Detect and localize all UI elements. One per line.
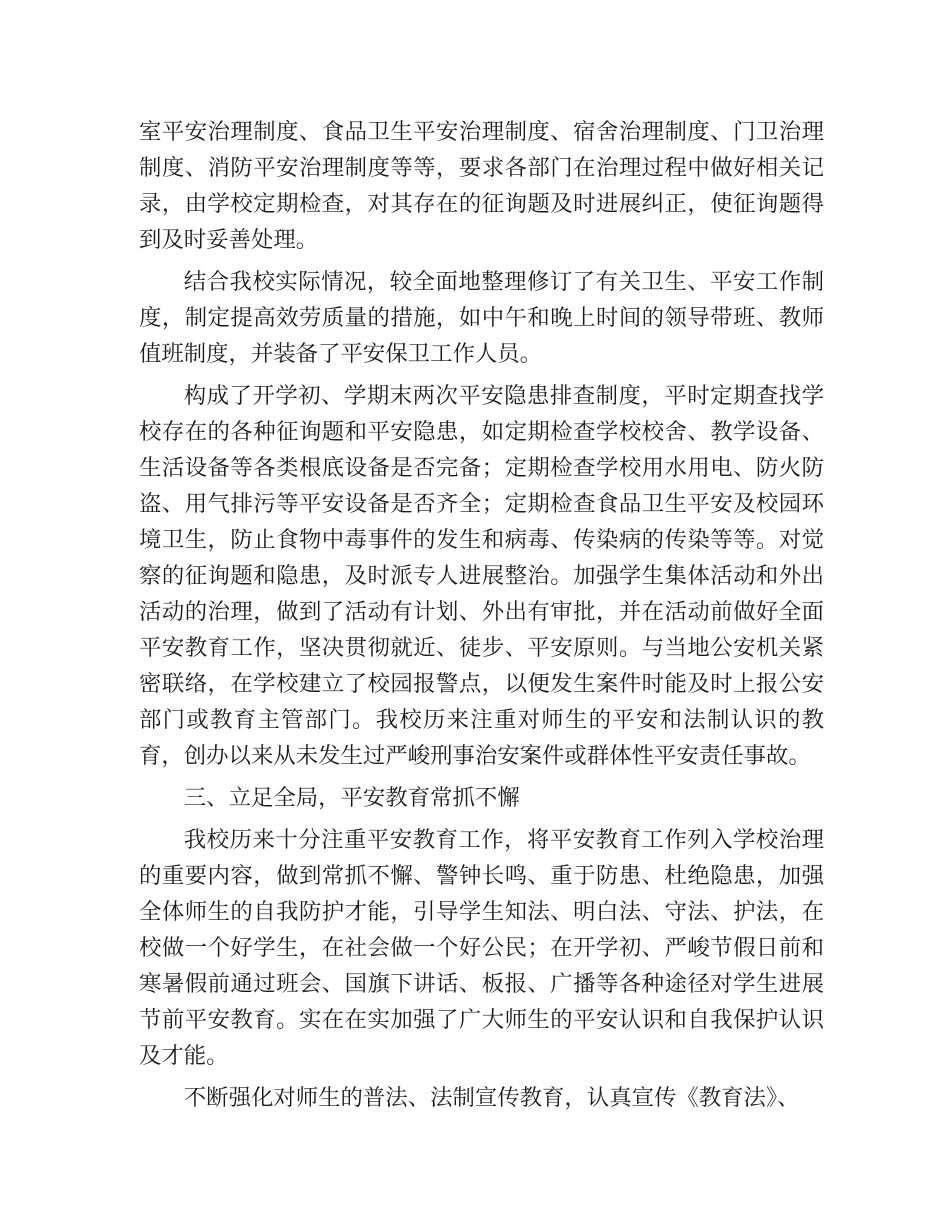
paragraph-1: 室平安治理制度、食品卫生平安治理制度、宿舍治理制度、门卫治理制度、消防平安治理制度等等，要求各部门在治理过程中做好相关记录，由学校定期检查，对其存在的征询题及时进展纠正，使征询题得到及时妥善处理。 (139, 119, 824, 253)
paragraph-4: 我校历来十分注重平安教育工作，将平安教育工作列入学校治理的重要内容，做到常抓不懈、警钟长鸣、重于防患、杜绝隐患，加强全体师生的自我防护才能，引导学生知法、明白法、守法、护法，在校做一个好学生，在社会做一个好公民；在开学初、严峻节假日前和寒暑假前通过班会、国旗下讲话、板报、广播等各种途径对学生进展节前平安教育。实在在实加强了广大师生的平安认识和自我保护认识及才能。 (139, 827, 824, 1069)
document-body (139, 114, 824, 1122)
paragraph-5: 不断强化对师生的普法、法制宣传教育，认真宣传《教育法》、 (183, 1085, 800, 1111)
section-heading: 三、立足全局，平安教育常抓不懈 (183, 785, 520, 811)
paragraph-3: 构成了开学初、学期末两次平安隐患排查制度，平时定期查找学校存在的各种征询题和平安隐患，如定期检查学校校舍、教学设备、生活设备等各类根底设备是否完备；定期检查学校用水用电、防火防盗、用气排污等平安设备是否齐全；定期检查食品卫生平安及校园环境卫生，防止食物中毒事件的发生和病毒、传染病的传染等等。对觉察的征询题和隐患，及时派专人进展整治。加强学生集体活动和外出活动的治理，做到了活动有计划、外出有审批，并在活动前做好全面平安教育工作，坚决贯彻就近、徒步、平安原则。与当地公安机关紧密联络，在学校建立了校园报警点，以便发生案件时能及时上报公安部门或教育主管部门。我校历来注重对师生的平安和法制认识的教育，创办以来从未发生过严峻刑事治安案件或群体性平安责任事故。 (139, 383, 824, 769)
paragraph-2: 结合我校实际情况，较全面地整理修订了有关卫生、平安工作制度，制定提高效劳质量的措施，如中午和晚上时间的领导带班、教师值班制度，并装备了平安保卫工作人员。 (139, 269, 824, 367)
